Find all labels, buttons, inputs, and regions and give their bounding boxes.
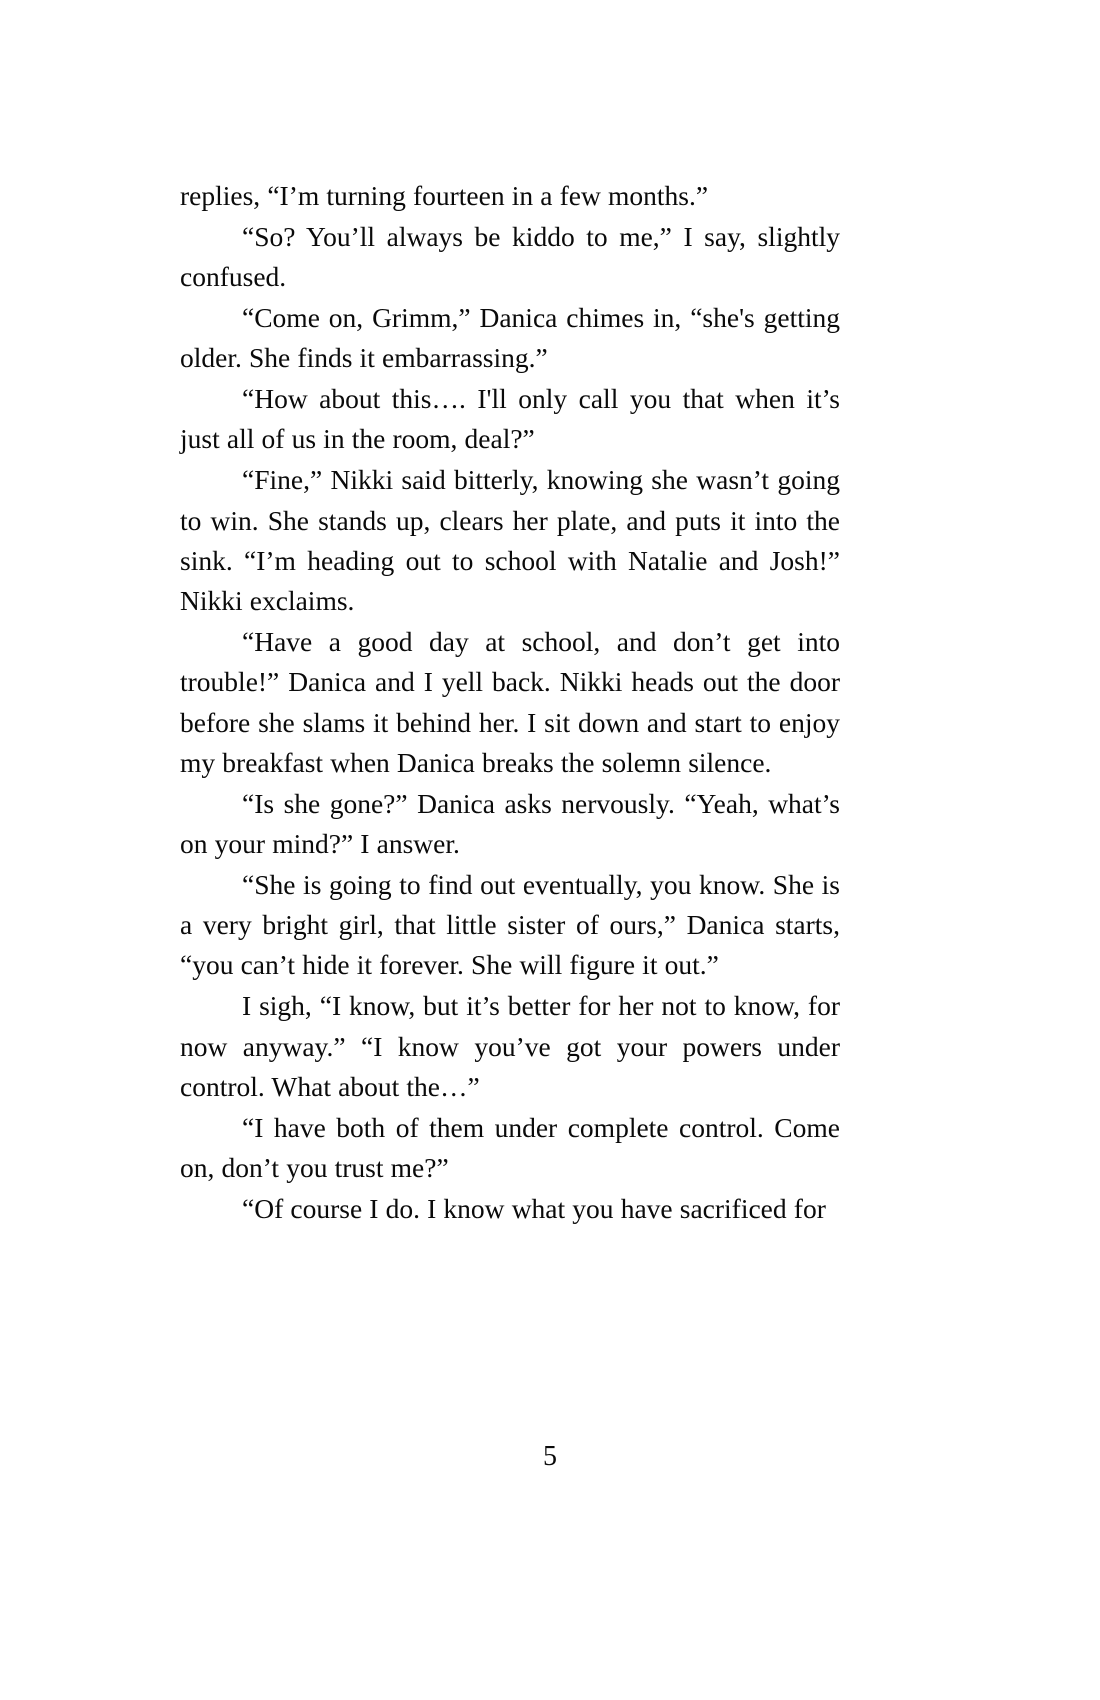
paragraph-4: “How about this…. I'll only call you that when it’s just all of us in the room, deal?” [180,383,840,455]
paragraph-3: “Come on, Grimm,” Danica chimes in, “she's getting older. She finds it embarrassing.” [180,301,840,374]
page-text-body [180,176,840,1230]
page-number: 5 [543,1441,557,1472]
paragraph-6: “Have a good day at school, and don’t get into trouble!” Danica and I yell back. Nikki heads out the door before she slams it behind her. I sit down and start to enjoy my breakfast when Danica breaks the solemn silence. [180,626,840,778]
paragraph-7: “Is she gone?” Danica asks nervously. “Yeah, what’s on your mind?” I answer. [180,787,840,860]
paragraph-10: “I have both of them under complete control. Come on, don’t you trust me?” [180,1111,840,1184]
paragraph-9: I sigh, “I know, but it’s better for her not to know, for now anyway.” “I know you’ve got your powers under control. What about the…” [180,990,840,1102]
paragraph-5: “Fine,” Nikki said bitterly, knowing she wasn’t going to win. She stands up, clears her plate, and puts it into the sink. “I’m heading out to school with Natalie and Josh!” Nikki exclaims. [180,464,840,617]
paragraph-8: “She is going to find out eventually, you know. She is a very bright girl, that little sister of ours,” Danica starts, “you can’t hide it forever. She will figure it out.” [180,868,840,981]
paragraph-11: “Of course I do. I know what you have sacrificed for [242,1192,826,1224]
paragraph-1: replies, “I’m turning fourteen in a few months.” [180,180,709,211]
paragraph-2: “So? You’ll always be kiddo to me,” I say, slightly confused. [180,220,840,293]
